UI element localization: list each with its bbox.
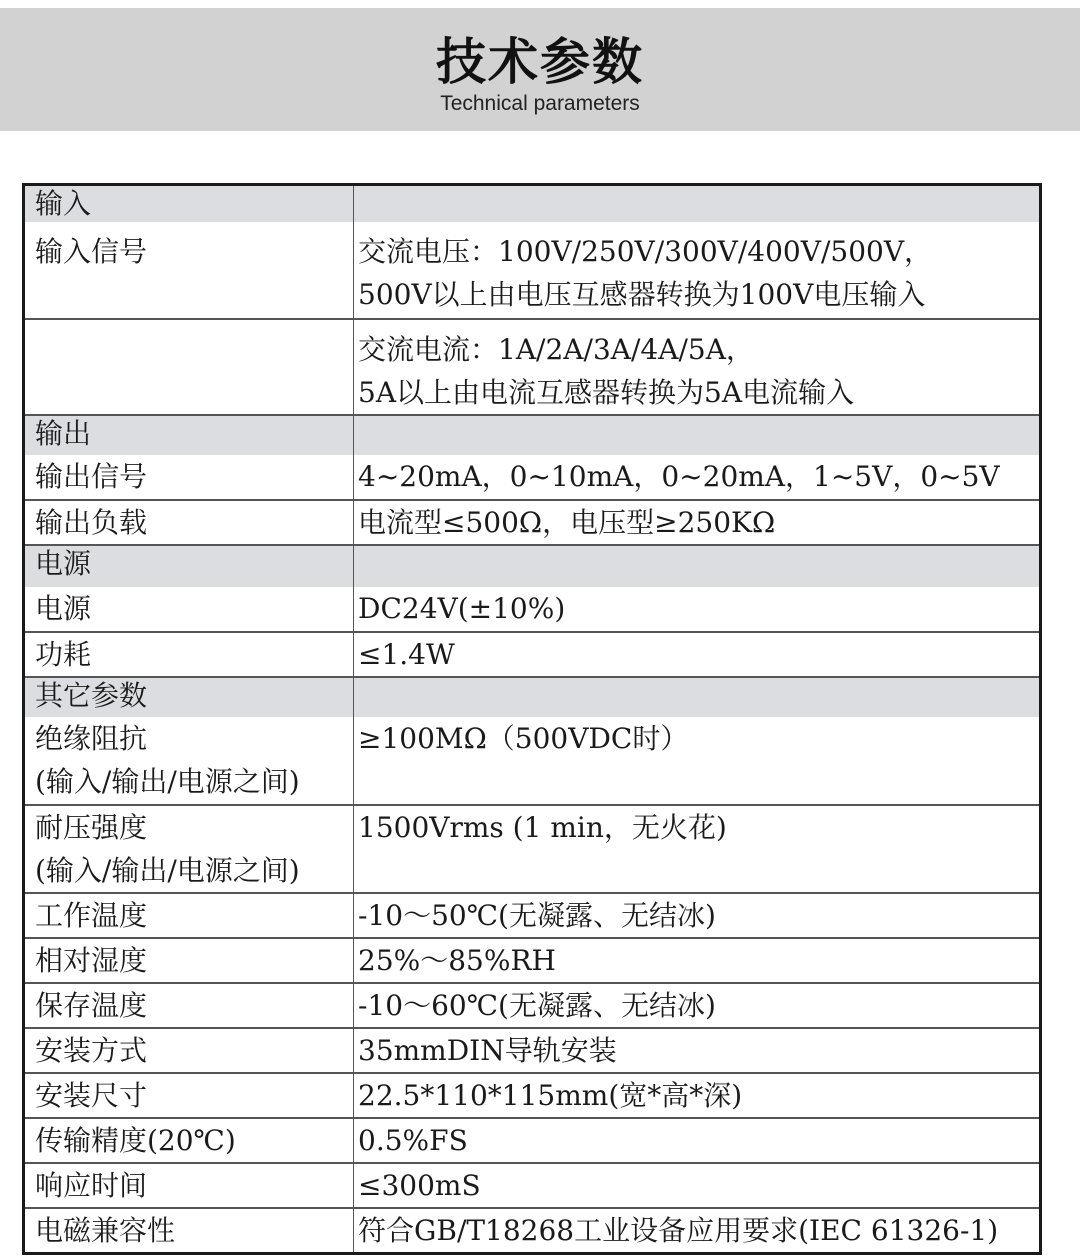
table-row <box>24 455 1041 500</box>
param-value-line: 35mmDIN导轨安装 <box>358 1034 617 1067</box>
param-value-line: ≤300mS <box>358 1169 481 1202</box>
table-row <box>24 1163 1041 1208</box>
param-value <box>354 1118 1041 1163</box>
table-row <box>24 805 1041 893</box>
param-value-line: 25%～85%RH <box>358 944 556 977</box>
param-name-line: 功耗 <box>35 638 92 671</box>
param-name <box>24 983 354 1028</box>
param-value-line: 电流型≤500Ω，电压型≥250KΩ <box>358 506 776 539</box>
section-title: 输入 <box>24 185 354 223</box>
param-value <box>354 1073 1041 1118</box>
table-row <box>24 1118 1041 1163</box>
param-value-line: ≥100MΩ（500VDC时） <box>358 722 689 755</box>
param-value-line: 交流电流：1A/2A/3A/4A/5A， <box>358 333 754 366</box>
param-name <box>24 1118 354 1163</box>
param-name <box>24 455 354 500</box>
param-name-line: 工作温度 <box>35 899 148 932</box>
param-value <box>354 717 1041 805</box>
param-value <box>354 983 1041 1028</box>
param-name-line: 绝缘阻抗 <box>35 722 148 755</box>
param-value <box>354 632 1041 677</box>
param-value <box>354 893 1041 938</box>
param-value-line: 4~20mA，0~10mA，0~20mA，1~5V，0~5V <box>358 460 1000 493</box>
param-value <box>354 545 1041 587</box>
param-value-line: DC24V(±10%) <box>358 592 566 625</box>
table-row <box>24 983 1041 1028</box>
param-name <box>24 1208 354 1254</box>
param-name <box>24 319 354 415</box>
param-value <box>354 1163 1041 1208</box>
table-row <box>24 587 1041 632</box>
param-name-line: (输入/输出/电源之间) <box>35 854 300 887</box>
table-row <box>24 1028 1041 1073</box>
page-title: 技术参数 <box>436 33 644 91</box>
param-value-line: -10～60℃(无凝露、无结冰) <box>358 989 716 1022</box>
param-name <box>24 717 354 805</box>
param-name <box>24 1028 354 1073</box>
table-row <box>24 893 1041 938</box>
table-row <box>24 632 1041 677</box>
param-name <box>24 805 354 893</box>
param-name-line: (输入/输出/电源之间) <box>35 765 300 798</box>
param-name-line: 输出负载 <box>35 506 148 539</box>
spec-table <box>22 183 1042 1255</box>
param-value <box>354 222 1041 319</box>
table-row <box>24 938 1041 983</box>
param-name-line: 安装尺寸 <box>35 1079 148 1112</box>
param-name-line: 电源 <box>35 592 92 625</box>
param-value-line: 交流电压：100V/250V/300V/400V/500V， <box>358 235 933 268</box>
section-title: 电源 <box>24 545 354 587</box>
table-row <box>24 1073 1041 1118</box>
param-value <box>354 805 1041 893</box>
section-row <box>24 415 1041 455</box>
param-value-line: 0.5%FS <box>358 1124 468 1157</box>
header-banner <box>0 8 1080 131</box>
param-value <box>354 1028 1041 1073</box>
section-row <box>24 185 1041 223</box>
param-name <box>24 1163 354 1208</box>
table-row <box>24 319 1041 415</box>
page-subtitle: Technical parameters <box>440 92 640 115</box>
table-row <box>24 717 1041 805</box>
param-name-line: 相对湿度 <box>35 944 148 977</box>
param-name-line: 电磁兼容性 <box>35 1214 176 1247</box>
param-value-line: 符合GB/T18268工业设备应用要求(IEC 61326-1) <box>358 1214 999 1247</box>
table-row <box>24 500 1041 545</box>
param-value-line: -10～50℃(无凝露、无结冰) <box>358 899 716 932</box>
param-value <box>354 1208 1041 1254</box>
param-name <box>24 938 354 983</box>
table-row <box>24 222 1041 319</box>
param-name-line: 输出信号 <box>35 460 148 493</box>
param-value <box>354 185 1041 223</box>
section-row <box>24 677 1041 717</box>
param-name-line: 响应时间 <box>35 1169 148 1202</box>
param-name-line: 耐压强度 <box>35 811 148 844</box>
param-value <box>354 938 1041 983</box>
param-name-line: 安装方式 <box>35 1034 148 1067</box>
param-name <box>24 893 354 938</box>
param-name <box>24 222 354 319</box>
param-name <box>24 632 354 677</box>
param-name-line: 输入信号 <box>35 235 148 268</box>
param-value-line: 5A以上由电流互感器转换为5A电流输入 <box>358 376 855 409</box>
param-value <box>354 319 1041 415</box>
param-name-line: 传输精度(20℃) <box>35 1124 236 1157</box>
param-value-line: 500V以上由电压互感器转换为100V电压输入 <box>358 278 926 311</box>
section-row <box>24 545 1041 587</box>
section-title: 其它参数 <box>24 677 354 717</box>
param-name <box>24 500 354 545</box>
param-value-line: ≤1.4W <box>358 638 455 671</box>
param-name <box>24 1073 354 1118</box>
param-value-line: 22.5*110*115mm(宽*高*深) <box>358 1079 743 1112</box>
param-value <box>354 415 1041 455</box>
param-value <box>354 455 1041 500</box>
param-value <box>354 587 1041 632</box>
section-title: 输出 <box>24 415 354 455</box>
param-name <box>24 587 354 632</box>
table-row <box>24 1208 1041 1254</box>
param-value <box>354 500 1041 545</box>
param-value-line: 1500Vrms (1 min，无火花) <box>358 811 727 844</box>
param-value <box>354 677 1041 717</box>
param-name-line: 保存温度 <box>35 989 148 1022</box>
